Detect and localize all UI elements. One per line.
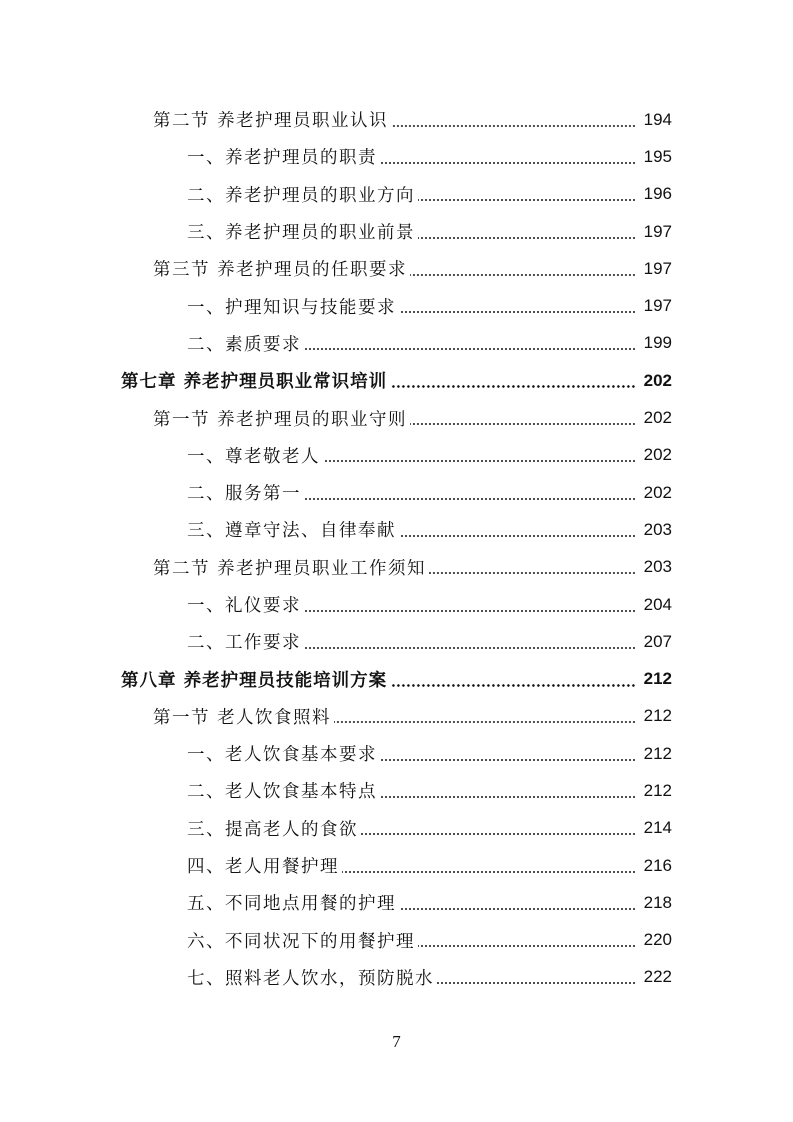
- dot-leader: [304, 348, 636, 350]
- toc-entry-page: 203: [643, 557, 672, 577]
- dot-leader: [304, 647, 636, 649]
- toc-entry-item[interactable]: [0, 884, 672, 921]
- toc-entry-section[interactable]: [0, 250, 672, 287]
- dot-leader: [391, 125, 636, 127]
- dot-leader: [390, 385, 636, 388]
- toc-entry-page: 202: [643, 408, 672, 428]
- dot-leader: [399, 311, 636, 313]
- toc-entry-label: 六、不同状况下的用餐护理: [187, 928, 418, 953]
- toc-entry-page: 202: [643, 370, 672, 390]
- toc-entry-label: 二、工作要求: [187, 629, 304, 654]
- toc-entry-label: 二、老人饮食基本特点: [187, 778, 380, 803]
- toc-entry-item[interactable]: [0, 586, 672, 623]
- toc-entry-label: 一、养老护理员的职责: [187, 144, 380, 169]
- toc-entry-label: 第一节 养老护理员的职业守则: [153, 406, 410, 431]
- toc-entry-page: 220: [643, 930, 672, 950]
- dot-leader: [380, 759, 636, 761]
- toc-entry-label: 二、素质要求: [187, 331, 304, 356]
- dot-leader: [342, 871, 636, 873]
- toc-entry-chapter[interactable]: [0, 362, 672, 399]
- toc-entry-label: 四、老人用餐护理: [187, 853, 342, 878]
- dot-leader: [437, 982, 636, 984]
- toc-entry-page: 212: [643, 743, 672, 763]
- toc-entry-page: 202: [643, 482, 672, 502]
- toc-entry-item[interactable]: [0, 735, 672, 772]
- toc-entry-item[interactable]: [0, 213, 672, 250]
- toc-entry-page: 195: [643, 146, 672, 166]
- toc-entry-label: 一、尊老敬老人: [187, 443, 323, 468]
- toc-entry-label: 第二节 养老护理员职业认识: [153, 107, 391, 132]
- toc-entry-item[interactable]: [0, 959, 672, 996]
- dot-leader: [399, 535, 636, 537]
- toc-entry-label: 第三节 养老护理员的任职要求: [153, 256, 410, 281]
- dot-leader: [429, 572, 636, 574]
- dot-leader: [410, 423, 636, 425]
- toc-entry-label: 七、照料老人饮水，预防脱水: [187, 965, 437, 990]
- toc-entry-item[interactable]: [0, 138, 672, 175]
- toc-entry-page: 212: [643, 706, 672, 726]
- toc-entry-label: 第一节 老人饮食照料: [153, 704, 334, 729]
- toc-entry-item[interactable]: [0, 922, 672, 959]
- toc-entry-page: 212: [643, 780, 672, 800]
- toc-entry-item[interactable]: [0, 474, 672, 511]
- table-of-contents: [0, 101, 793, 996]
- toc-entry-page: 202: [643, 445, 672, 465]
- page-number: 7: [392, 1032, 401, 1051]
- dot-leader: [418, 237, 636, 239]
- dot-leader: [334, 721, 636, 723]
- toc-entry-item[interactable]: [0, 511, 672, 548]
- dot-leader: [323, 460, 636, 462]
- toc-entry-item[interactable]: [0, 623, 672, 660]
- toc-entry-item[interactable]: [0, 847, 672, 884]
- toc-entry-page: 203: [643, 519, 672, 539]
- toc-entry-page: 212: [643, 669, 672, 689]
- toc-entry-item[interactable]: [0, 287, 672, 324]
- dot-leader: [418, 199, 636, 201]
- toc-entry-label: 一、护理知识与技能要求: [187, 294, 399, 319]
- toc-entry-chapter[interactable]: [0, 660, 672, 697]
- toc-entry-label: 三、提高老人的食欲: [187, 816, 361, 841]
- toc-entry-page: 197: [643, 258, 672, 278]
- toc-entry-label: 三、遵章守法、自律奉献: [187, 517, 399, 542]
- dot-leader: [418, 945, 636, 947]
- dot-leader: [380, 796, 636, 798]
- toc-entry-section[interactable]: [0, 101, 672, 138]
- toc-entry-item[interactable]: [0, 437, 672, 474]
- toc-entry-label: 第七章 养老护理员职业常识培训: [121, 368, 390, 393]
- toc-entry-page: 222: [643, 967, 672, 987]
- toc-entry-page: 199: [643, 333, 672, 353]
- dot-leader: [304, 498, 636, 500]
- toc-entry-section[interactable]: [0, 399, 672, 436]
- toc-entry-page: 218: [643, 892, 672, 912]
- dot-leader: [304, 610, 636, 612]
- toc-entry-label: 一、礼仪要求: [187, 592, 304, 617]
- toc-entry-section[interactable]: [0, 549, 672, 586]
- toc-entry-label: 三、养老护理员的职业前景: [187, 219, 418, 244]
- toc-entry-label: 第二节 养老护理员职业工作须知: [153, 555, 429, 580]
- toc-entry-label: 一、老人饮食基本要求: [187, 741, 380, 766]
- toc-entry-page: 207: [643, 631, 672, 651]
- toc-entry-item[interactable]: [0, 176, 672, 213]
- toc-entry-item[interactable]: [0, 810, 672, 847]
- toc-entry-page: 216: [643, 855, 672, 875]
- toc-entry-label: 五、不同地点用餐的护理: [187, 890, 399, 915]
- toc-entry-page: 204: [643, 594, 672, 614]
- toc-entry-item[interactable]: [0, 325, 672, 362]
- dot-leader: [399, 908, 636, 910]
- dot-leader: [390, 684, 636, 687]
- toc-entry-label: 二、养老护理员的职业方向: [187, 182, 418, 207]
- toc-entry-label: 第八章 养老护理员技能培训方案: [121, 667, 390, 692]
- toc-entry-item[interactable]: [0, 772, 672, 809]
- toc-entry-page: 196: [643, 184, 672, 204]
- toc-entry-page: 214: [643, 818, 672, 838]
- dot-leader: [361, 833, 636, 835]
- toc-entry-label: 二、服务第一: [187, 480, 304, 505]
- dot-leader: [380, 162, 636, 164]
- dot-leader: [410, 274, 636, 276]
- toc-entry-section[interactable]: [0, 698, 672, 735]
- toc-entry-page: 197: [643, 296, 672, 316]
- toc-entry-page: 194: [643, 109, 672, 129]
- toc-entry-page: 197: [643, 221, 672, 241]
